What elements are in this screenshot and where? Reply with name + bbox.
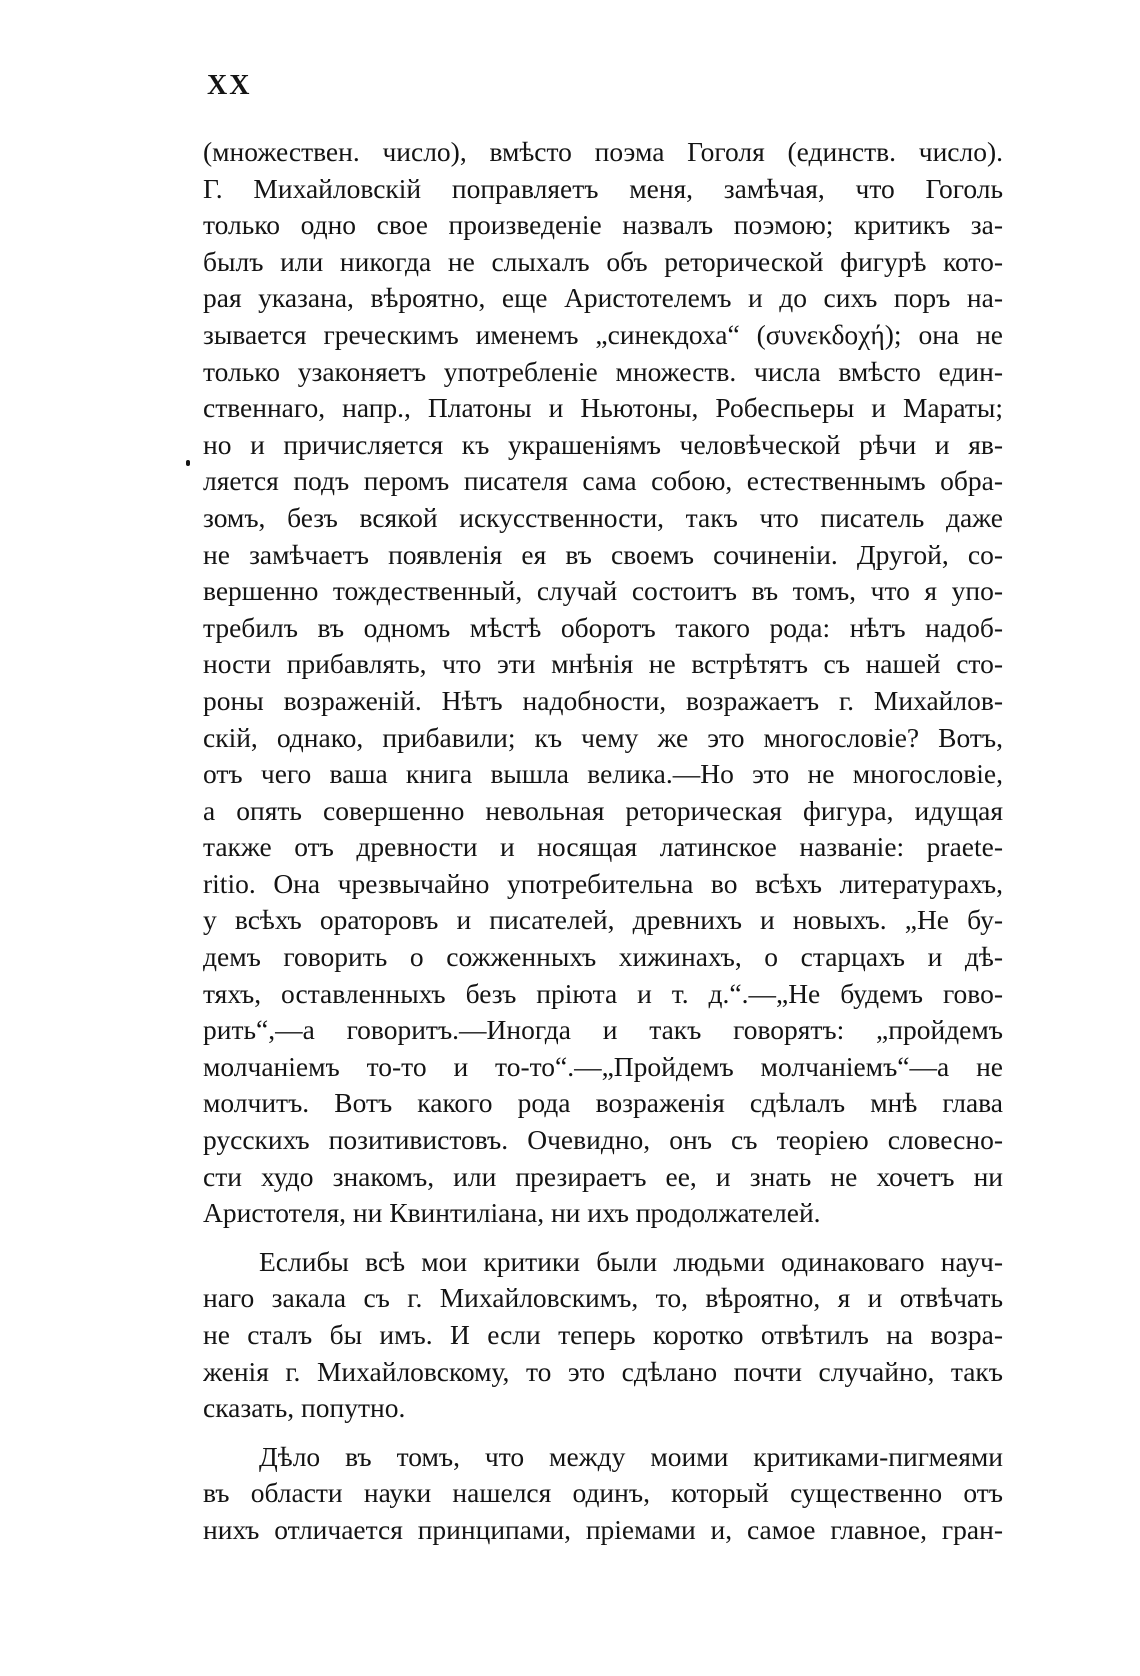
text-line: молчаніемъ то-то и то-то“.—„Пройдемъ молчаніемъ“—а не	[203, 1050, 1003, 1082]
text-line: роны возраженій. Нѣтъ надобности, возражаетъ г. Михайлов-	[203, 684, 1003, 716]
text-line: зывается греческимъ именемъ „синекдоха“ (συνεκδοχή); она не	[203, 318, 1003, 350]
text-line: демъ говорить о сожженныхъ хижинахъ, о старцахъ и дѣ-	[203, 941, 1003, 973]
text-line: отъ чего ваша книга вышла велика.—Но это не многословіе,	[203, 758, 1003, 790]
text-line: Еслибы всѣ мои критики были людьми одинаковаго науч-	[259, 1245, 1003, 1277]
text-line: не сталъ бы имъ. И если теперь коротко отвѣтилъ на возра-	[203, 1319, 1003, 1350]
text-line: ляется подъ перомъ писателя сама собою, естественнымъ обра-	[203, 465, 1003, 497]
text-line: требилъ въ одномъ мѣстѣ оборотъ такого рода: нѣтъ надоб-	[203, 611, 1003, 643]
text-line: Г. Михайловскій поправляетъ меня, замѣчая, что Гоголь	[203, 172, 1003, 204]
text-line: женія г. Михайловскому, то это сдѣлано почти случайно, такъ	[203, 1355, 1003, 1387]
text-line: русскихъ позитивистовъ. Очевидно, онъ съ теоріею словесно-	[203, 1124, 1003, 1156]
text-line: также отъ древности и носящая латинское названіе: praete-	[203, 831, 1003, 863]
text-line: нихъ отличается принципами, пріемами и, самое главное, гран-	[203, 1513, 1003, 1545]
text-line: не замѣчаетъ появленія ея въ своемъ сочиненіи. Другой, со-	[203, 538, 1003, 570]
text-line: сказать, попутно.	[203, 1392, 406, 1424]
text-line: только одно свое произведеніе назвалъ поэмою; критикъ за-	[203, 209, 1003, 241]
text-line: зомъ, безъ всякой искусственности, такъ что писатель даже	[203, 501, 1003, 533]
text-line: (множествен. число), вмѣсто поэма Гоголя (единств. число).	[203, 136, 1003, 167]
body-text	[203, 134, 1003, 1549]
text-line: Аристотеля, ни Квинтиліана, ни ихъ продолжателей.	[203, 1197, 821, 1229]
paragraph-gap	[203, 1427, 1003, 1439]
text-line: тяхъ, оставленныхъ безъ пріюта и т. д.“.—„Не будемъ гово-	[203, 977, 1003, 1009]
text-line: ственнаго, напр., Платоны и Ньютоны, Робеспьеры и Мараты;	[203, 392, 1003, 424]
text-line: молчитъ. Вотъ какого рода возраженія сдѣлалъ мнѣ глава	[203, 1087, 1003, 1119]
text-line: а опять совершенно невольная реторическая фигура, идущая	[203, 794, 1003, 826]
text-line: рая указана, вѣроятно, еще Аристотелемъ и до сихъ поръ на-	[203, 282, 1003, 314]
text-line: у всѣхъ ораторовъ и писателей, древнихъ и новыхъ. „Не бу-	[203, 904, 1003, 936]
text-line: рить“,—а говоритъ.—Иногда и такъ говорятъ: „пройдемъ	[203, 1014, 1003, 1046]
text-line: скій, однако, прибавили; къ чему же это многословіе? Вотъ,	[203, 721, 1003, 753]
text-line: сти худо знакомъ, или презираетъ ее, и знать не хочетъ ни	[203, 1160, 1003, 1192]
margin-mark	[186, 460, 190, 466]
text-line: только узаконяетъ употребленіе множеств. числа вмѣсто един-	[203, 355, 1003, 387]
text-line: ности прибавлять, что эти мнѣнія не встрѣтятъ съ нашей сто-	[203, 648, 1003, 680]
text-line: вершенно тождественный, случай состоитъ въ томъ, что я упо-	[203, 575, 1003, 607]
paragraph-gap	[203, 1232, 1003, 1244]
text-line: наго закала съ г. Михайловскимъ, то, вѣроятно, я и отвѣчать	[203, 1282, 1003, 1314]
text-line: былъ или никогда не слыхалъ объ реторической фигурѣ кото-	[203, 245, 1003, 277]
text-line: Дѣло въ томъ, что между моими критиками-пигмеями	[259, 1440, 1003, 1472]
page-number: XX	[207, 70, 252, 101]
text-line: въ области науки нашелся одинъ, который существенно отъ	[203, 1477, 1003, 1509]
text-line: ritio. Она чрезвычайно употребительна во всѣхъ литератyрахъ,	[203, 867, 1003, 899]
text-line: но и причисляется къ украшеніямъ человѣческой рѣчи и яв-	[203, 428, 1003, 460]
